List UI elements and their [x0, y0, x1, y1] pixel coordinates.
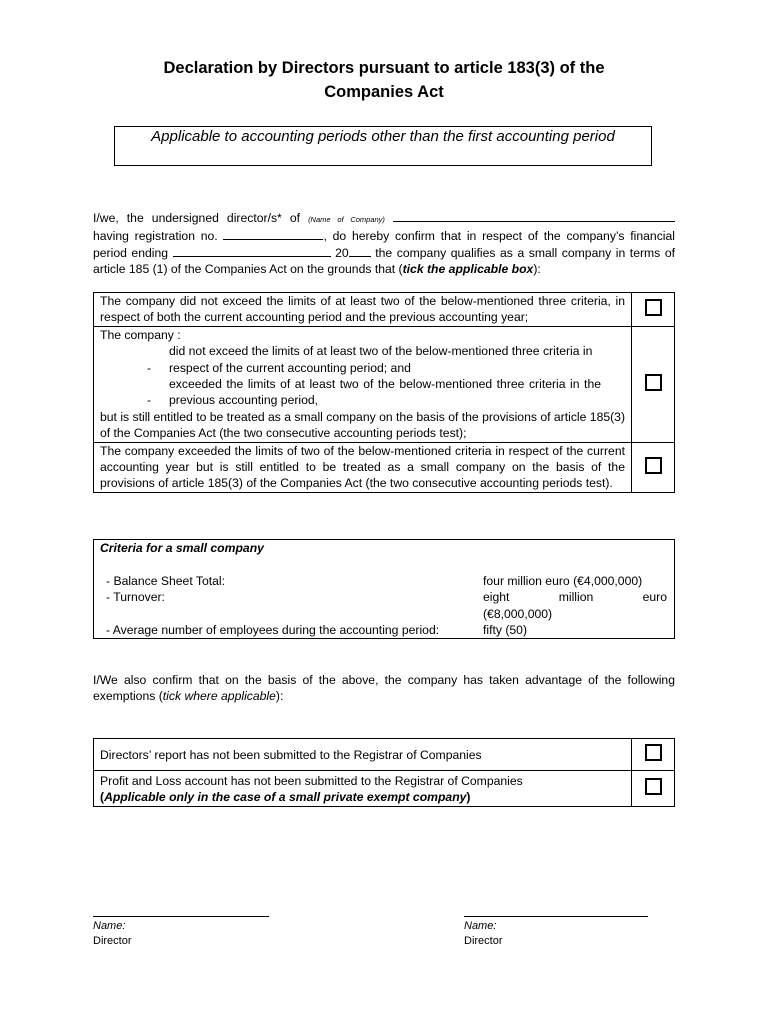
signature-name-label: Name:: [464, 920, 497, 932]
intro-paragraph: [93, 210, 675, 278]
option-1-checkbox-cell: [632, 293, 675, 327]
company-name-field[interactable]: [393, 211, 675, 222]
criteria-value-word: eight: [483, 590, 510, 605]
exemption-row-1: [94, 739, 675, 771]
option-2-checkbox-cell: [632, 326, 675, 442]
registration-number-field[interactable]: [223, 229, 323, 240]
signature-block-2: [464, 916, 648, 949]
exemption-1-checkbox[interactable]: [645, 744, 662, 761]
option-2-checkbox[interactable]: [645, 374, 662, 391]
exemption-1-text: Directors’ report has not been submitted to the Registrar of Companies: [94, 739, 632, 771]
criteria-row-turnover-cont: [100, 606, 668, 622]
confirm-text-1: I/We also confirm that on the basis of the above, the company has taken advantage of the following exemptions (: [93, 673, 675, 704]
exemption-2-text: [94, 771, 632, 807]
exemption-1-checkbox-cell: [632, 739, 675, 771]
signature-line[interactable]: [93, 916, 269, 917]
option-row-1: [94, 293, 675, 327]
criteria-label: - Turnover:: [106, 590, 165, 605]
intro-text-4: 20: [330, 245, 349, 260]
option-2-item-2-text: exceeded the limits of at least two of the below-mentioned three criteria in the previous accounting period,: [169, 377, 601, 408]
title-line-1: Declaration by Directors pursuant to article 183(3) of the: [163, 59, 605, 77]
criteria-row-employees: [100, 622, 668, 638]
signature-line[interactable]: [464, 916, 648, 917]
intro-text-6: ):: [533, 262, 541, 277]
signature-role: Director: [93, 935, 132, 947]
paren-close: ): [466, 790, 471, 805]
company-name-hint: (Name of Company): [308, 215, 385, 224]
option-1-text: The company did not exceed the limits of at least two of the below-mentioned three criteria, in respect of both the current accounting period and the previous accounting year;: [94, 293, 632, 327]
exemption-2-note: Applicable only in the case of a small private exempt company: [104, 790, 467, 805]
criteria-label: - Balance Sheet Total:: [106, 573, 226, 588]
criteria-row-turnover: [100, 589, 668, 605]
exemption-2-checkbox[interactable]: [645, 778, 662, 795]
criteria-row-balance-sheet: [100, 573, 668, 589]
option-3-checkbox-cell: [632, 442, 675, 492]
exemptions-confirmation: [93, 672, 675, 705]
criteria-value: [483, 589, 667, 605]
dash-marker: -: [147, 393, 152, 408]
exemption-2-note-line: [100, 789, 625, 805]
criteria-spacer: [100, 556, 668, 572]
option-3-checkbox[interactable]: [645, 457, 662, 474]
qualification-options-table: [93, 292, 675, 493]
option-2-item-1-text: did not exceed the limits of at least two of the below-mentioned three criteria in respect of the current accounting period; and: [169, 344, 593, 375]
period-ending-field[interactable]: [173, 246, 331, 257]
criteria-box: [93, 539, 675, 639]
dash-marker: -: [147, 360, 152, 375]
criteria-heading: Criteria for a small company: [100, 541, 264, 555]
option-2-item-1: [100, 343, 625, 376]
intro-text-5: the company qualifies as a small company in terms of article 185 (1) of the Companies Act on the grounds that (: [93, 245, 675, 277]
applicability-text: Applicable to accounting periods other than the first accounting period: [151, 128, 615, 145]
intro-text-2: having registration no.: [93, 229, 224, 244]
title-line-2: Companies Act: [324, 83, 444, 101]
option-2-text: [94, 326, 632, 442]
signature-name-label: Name:: [93, 920, 126, 932]
option-2-intro: The company :: [100, 327, 181, 342]
signature-block-1: [93, 916, 269, 949]
option-row-3: [94, 442, 675, 492]
option-2-tail: but is still entitled to be treated as a small company on the basis of the provisions of article 185(3) of the Companies Act (the two consecutive accounting periods test);: [100, 409, 626, 441]
document-title: [0, 56, 768, 104]
applicability-box: [114, 126, 652, 166]
confirm-text-2: ):: [275, 689, 284, 704]
criteria-value: fifty (50): [483, 622, 528, 637]
signature-role: Director: [464, 935, 503, 947]
exemption-2-checkbox-cell: [632, 771, 675, 807]
criteria-value: four million euro (€4,000,000): [483, 573, 643, 588]
paren-open: (: [100, 790, 105, 805]
tick-where-applicable: tick where applicable: [162, 689, 276, 704]
intro-text-1: I/we, the undersigned director/s* of: [93, 211, 309, 225]
option-2-item-2: [100, 376, 625, 409]
criteria-label: - Average number of employees during the accounting period:: [106, 622, 440, 637]
intro-text-3: , do hereby confirm that in respect of the company’s financial period ending: [93, 229, 675, 260]
option-1-checkbox[interactable]: [645, 299, 662, 316]
criteria-value-word: euro: [642, 590, 667, 605]
exemption-row-2: [94, 771, 675, 807]
year-field[interactable]: [349, 246, 371, 257]
option-3-text: The company exceeded the limits of two of the below-mentioned criteria in respect of the current accounting year but is still entitled to be treated as a small company on the basis of the provisions of article 185(3) of the Companies Act (the two consecutive accounting periods test).: [94, 442, 632, 492]
exemptions-table: [93, 738, 675, 807]
tick-instruction: tick the applicable box: [402, 262, 534, 277]
exemption-2-line-1: Profit and Loss account has not been submitted to the Registrar of Companies: [100, 774, 523, 788]
option-row-2: [94, 326, 675, 442]
criteria-value: (€8,000,000): [483, 606, 553, 621]
criteria-value-word: million: [558, 590, 594, 605]
